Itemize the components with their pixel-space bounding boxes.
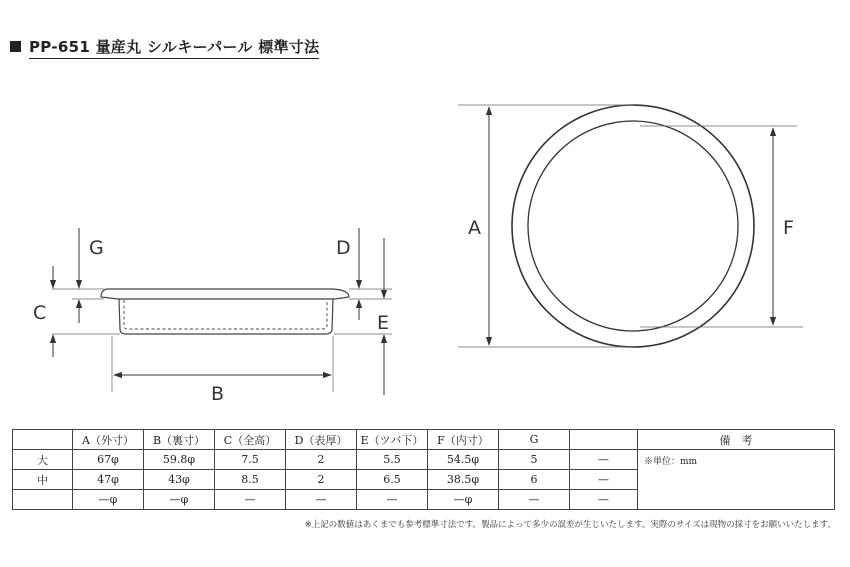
value-cell: —φ <box>73 490 144 510</box>
value-cell: 7.5 <box>215 450 286 470</box>
header-cell: C（全高） <box>215 430 286 450</box>
value-cell: — <box>570 470 638 490</box>
value-cell: — <box>499 490 570 510</box>
value-cell: — <box>286 490 357 510</box>
value-cell: 47φ <box>73 470 144 490</box>
header-cell: E（ツバ下） <box>357 430 428 450</box>
value-cell: 6 <box>499 470 570 490</box>
value-cell: 38.5φ <box>428 470 499 490</box>
row-size-cell: 中 <box>13 470 73 490</box>
top-view-outer-ring <box>512 105 754 347</box>
value-cell: 5 <box>499 450 570 470</box>
spec-table-header-row <box>13 430 835 450</box>
header-cell <box>570 430 638 450</box>
table-row <box>13 450 835 470</box>
value-cell: —φ <box>144 490 215 510</box>
remarks-cell: ※単位：mm <box>638 450 835 510</box>
value-cell: — <box>215 490 286 510</box>
header-cell: D（表厚） <box>286 430 357 450</box>
top-extension-lines <box>458 105 803 347</box>
header-cell: G <box>499 430 570 450</box>
header-cell: F（内寸） <box>428 430 499 450</box>
footnote: ※上記の数値はあくまでも参考標準寸法です。製品によって多少の誤差が生じいたします。実際のサイズは現物の採寸をお願いいたします。 <box>304 520 836 530</box>
header-cell-remarks: 備 考 <box>638 430 835 450</box>
label-b: B <box>211 383 225 405</box>
side-view-inner-dashed <box>124 300 327 329</box>
value-cell: — <box>570 450 638 470</box>
label-c: C <box>33 302 47 324</box>
header-cell <box>13 430 73 450</box>
value-cell: 8.5 <box>215 470 286 490</box>
row-size-cell: 大 <box>13 450 73 470</box>
top-dimension-arrows <box>489 107 773 345</box>
header-cell: B（裏寸） <box>144 430 215 450</box>
side-view <box>101 289 349 334</box>
label-e: E <box>377 312 390 334</box>
value-cell: 54.5φ <box>428 450 499 470</box>
label-g: G <box>89 237 104 259</box>
header-cell: A（外寸） <box>73 430 144 450</box>
spec-table <box>12 429 835 510</box>
value-cell: 67φ <box>73 450 144 470</box>
value-cell: — <box>570 490 638 510</box>
side-extension-lines <box>52 289 392 392</box>
value-cell: 2 <box>286 470 357 490</box>
page-title-text: PP-651 量産丸 シルキーパール 標準寸法 <box>29 38 319 59</box>
value-cell: 2 <box>286 450 357 470</box>
label-f: F <box>783 217 794 239</box>
side-view-flange <box>101 289 349 299</box>
label-d: D <box>336 237 351 259</box>
value-cell: 5.5 <box>357 450 428 470</box>
value-cell: 59.8φ <box>144 450 215 470</box>
label-a: A <box>468 217 481 239</box>
value-cell: —φ <box>428 490 499 510</box>
row-size-cell <box>13 490 73 510</box>
top-view-inner-ring <box>528 121 738 331</box>
value-cell: — <box>357 490 428 510</box>
top-view <box>512 105 754 347</box>
value-cell: 6.5 <box>357 470 428 490</box>
value-cell: 43φ <box>144 470 215 490</box>
